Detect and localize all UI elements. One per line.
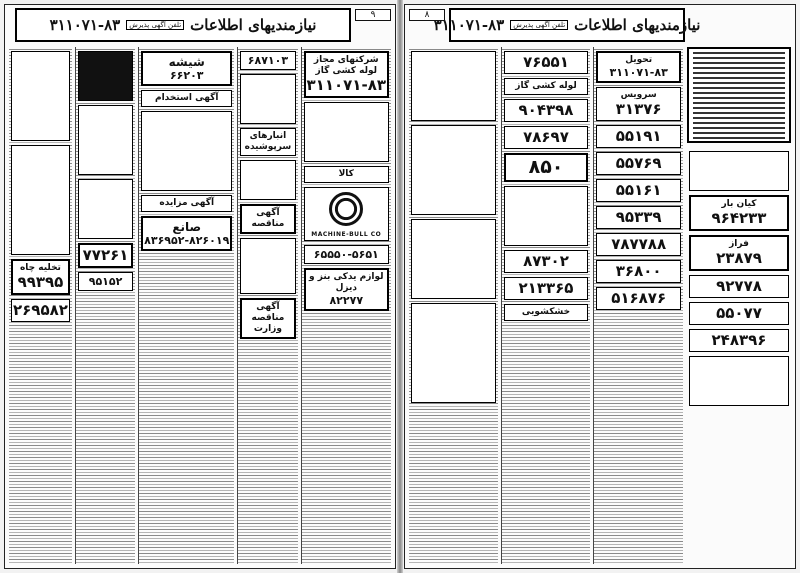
ad-box	[596, 87, 681, 121]
ad-box	[411, 125, 496, 215]
ad-phone: ۶۶۲۰۳	[169, 69, 204, 82]
ad-box	[240, 298, 295, 339]
masthead-title: نیازمندیهای اطلاعات	[574, 16, 701, 34]
ad-heading: انبارهای سرپوشیده	[244, 131, 292, 152]
ad-heading: شرکتهای مجاز لوله کشی گاز	[313, 55, 379, 76]
ad-box	[596, 152, 681, 175]
ad-box	[596, 233, 681, 256]
ad-phone: ۵۵۰۷۷	[716, 304, 762, 322]
ad-box	[240, 51, 295, 70]
ad-phone: ۷۸۶۹۷	[523, 128, 569, 146]
ad-box	[240, 204, 295, 234]
ad-box	[504, 99, 589, 122]
ad-box	[504, 153, 589, 182]
ad-heading: آگهی استخدام	[154, 93, 219, 103]
ad-box	[596, 287, 681, 310]
ad-box	[689, 235, 789, 271]
ad-box	[596, 260, 681, 283]
ad-box	[411, 51, 496, 121]
column	[301, 47, 391, 564]
ad-phone: ۸۲۲۷۷	[329, 294, 364, 307]
ad-box	[240, 160, 295, 200]
ad-box	[304, 166, 389, 183]
ad-phone: ۹۵۱۵۲	[88, 275, 123, 288]
ad-box	[689, 329, 789, 352]
ad-phone: ۲۴۸۳۹۶	[711, 331, 767, 349]
ad-phone: ۲۶۹۵۸۲	[12, 301, 68, 319]
ad-heading: تخلیه چاه	[19, 263, 61, 273]
ad-box	[411, 303, 496, 403]
ad-phone: ۹۵۳۳۹	[615, 208, 662, 226]
ad-box	[240, 128, 295, 156]
ad-box	[504, 186, 589, 246]
ad-phone: ۷۸۷۷۸۸	[611, 235, 667, 253]
column	[138, 47, 234, 564]
ad-box	[141, 195, 232, 212]
ad-phone: ۶۸۷۱۰۳	[247, 54, 289, 67]
index-table	[687, 47, 791, 143]
column	[501, 47, 591, 564]
ad-box	[78, 243, 133, 268]
ad-box	[504, 51, 589, 74]
ad-phone: ۶۵۵۵۰-۵۶۵۱	[313, 248, 379, 261]
ad-phone: ۳۱۱۰۷۱-۸۳	[609, 66, 668, 79]
ad-box	[304, 51, 389, 98]
column	[409, 47, 498, 564]
ad-phone: ۲۳۸۷۹	[716, 249, 762, 267]
ad-box	[689, 302, 789, 325]
ad-phone: ۵۵۱۶۱	[615, 181, 662, 199]
column	[9, 47, 72, 564]
ad-box	[11, 259, 70, 295]
ad-phone: ۵۵۱۹۱	[615, 127, 662, 145]
ad-box	[141, 90, 232, 107]
right-columns	[409, 47, 683, 564]
ad-phone: ۹۹۳۹۵	[17, 273, 64, 291]
ad-box	[596, 125, 681, 148]
ad-box	[304, 245, 389, 264]
page-folio: ۹	[355, 9, 391, 21]
ad-box	[141, 216, 232, 251]
ad-heading: فراز	[729, 239, 749, 249]
column	[593, 47, 683, 564]
masthead-subtitle: تلفن آگهی پذیرش	[126, 20, 184, 30]
ad-phone: ۹۲۷۷۸	[716, 277, 762, 295]
column	[75, 47, 135, 564]
ad-box	[11, 51, 70, 141]
ad-box	[411, 219, 496, 299]
logo-caption: MACHINE-BULL CO	[311, 231, 382, 238]
right-edge-column	[687, 147, 791, 564]
ad-heading: کیان بار	[721, 199, 757, 209]
ad-box	[689, 195, 789, 231]
ad-phone: ۸۷۳۰۲	[523, 252, 569, 270]
ad-heading: شیشه	[168, 55, 205, 69]
masthead-phone: ۳۱۱۰۷۱-۸۳	[433, 16, 505, 34]
ad-box	[504, 304, 589, 321]
ad-phone: ۸۳۶۹۵۲-۸۲۶۰۱۹	[144, 234, 230, 247]
ad-box	[78, 51, 133, 101]
ad-heading: کالا	[338, 169, 354, 179]
ad-heading: لوازم یدکی بنز و دیزل	[309, 272, 384, 293]
ad-box	[596, 206, 681, 229]
ad-box	[304, 102, 389, 162]
right-page	[404, 4, 796, 569]
ad-box	[504, 78, 589, 95]
ad-phone: ۷۶۵۵۱	[523, 53, 569, 71]
ad-heading: آگهی مناقصه وزارت	[251, 302, 285, 334]
ad-box	[78, 179, 133, 239]
ad-box	[304, 268, 389, 311]
ad-box	[504, 126, 589, 149]
ad-box	[240, 74, 295, 124]
ad-phone: ۳۱۳۷۶	[615, 100, 662, 118]
column	[237, 47, 297, 564]
ad-heading: آگهی مزایده	[159, 198, 215, 208]
classifieds-masthead	[15, 8, 351, 42]
ad-phone: ۵۵۷۶۹	[615, 154, 662, 172]
left-page	[4, 4, 396, 569]
page-folio: ۸	[409, 9, 445, 21]
ad-box	[504, 277, 589, 300]
ad-box	[596, 51, 681, 83]
ad-box	[596, 179, 681, 202]
ad-phone: ۷۷۲۶۱	[82, 246, 129, 264]
ad-phone: ۸۵۰	[528, 156, 564, 178]
ad-box	[689, 275, 789, 298]
ad-phone: ۳۱۱۰۷۱-۸۳	[306, 76, 386, 94]
gear-icon	[329, 192, 363, 226]
ad-phone: ۵۱۶۸۷۶	[611, 289, 667, 307]
ad-box	[11, 145, 70, 255]
ad-heading: لوله کشی گاز	[515, 81, 577, 91]
ad-phone: ۹۰۴۳۹۸	[518, 101, 574, 119]
ad-box	[11, 299, 70, 322]
masthead-title: نیازمندیهای اطلاعات	[190, 16, 317, 34]
left-columns	[9, 47, 391, 564]
ad-box	[689, 356, 789, 406]
ad-heading: آگهی مناقصه	[251, 208, 285, 229]
ad-box	[689, 151, 789, 191]
ad-heading: خشکشویی	[521, 307, 571, 317]
ad-heading: سرویس	[620, 90, 657, 100]
ad-heading: تحویل	[625, 55, 653, 65]
masthead-subtitle: تلفن آگهی پذیرش	[510, 20, 568, 30]
ad-box	[78, 272, 133, 291]
ad-box	[141, 111, 232, 191]
ad-box	[504, 250, 589, 273]
machine-ad-logo	[304, 187, 389, 241]
page-gutter	[397, 0, 403, 573]
ad-box	[141, 51, 232, 86]
classifieds-masthead	[433, 8, 701, 42]
ad-phone: ۹۶۴۲۳۳	[711, 209, 767, 227]
ad-phone: ۳۶۸۰۰	[615, 262, 662, 280]
ad-box	[78, 105, 133, 175]
ad-box	[240, 238, 295, 294]
ad-heading: صانع	[172, 220, 202, 234]
masthead-phone: ۳۱۱۰۷۱-۸۳	[49, 16, 121, 34]
ad-phone: ۲۱۳۳۶۵	[518, 279, 574, 297]
